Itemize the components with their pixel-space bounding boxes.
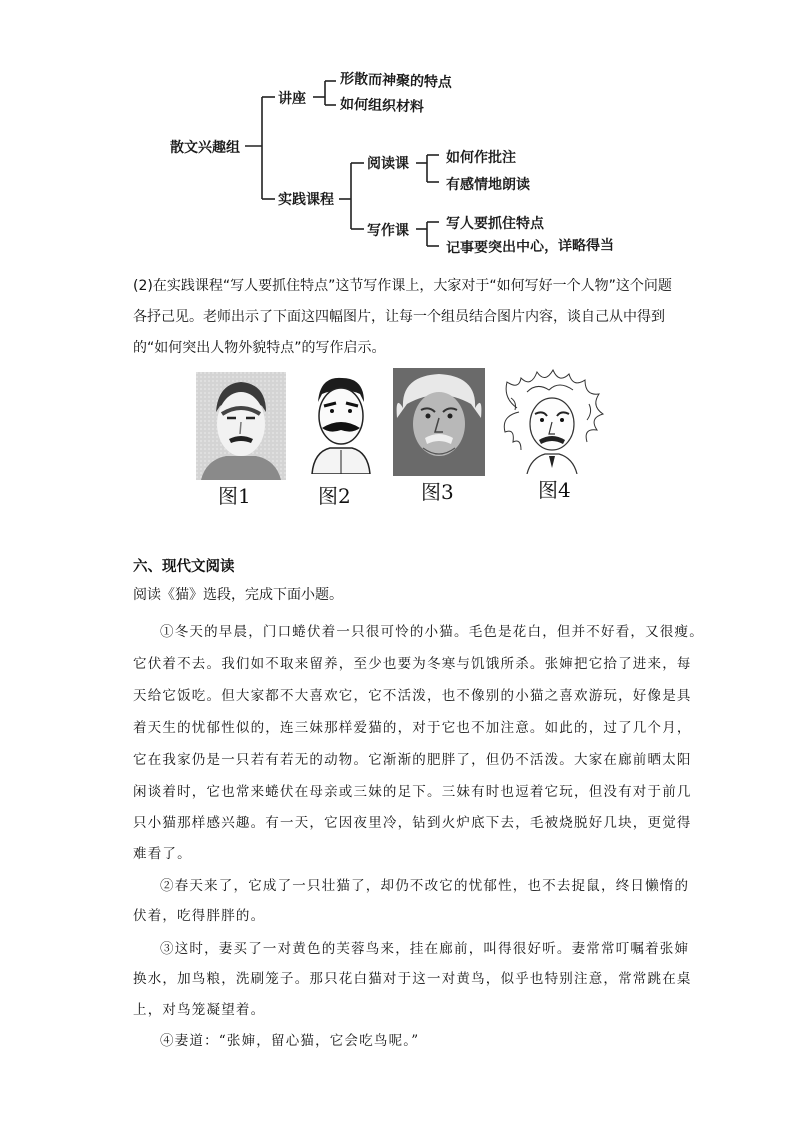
passage-p1-line-2: 它伏着不去。我们如不取来留养，至少也要为冬寒与饥饿所杀。张婶把它拾了进来，每: [133, 656, 692, 672]
tree-lecture-item-2: 如何组织材料: [339, 96, 425, 116]
passage-p1-line-6: 闲谈着时，它也常来蜷伏在母亲或三妹的足下。三妹有时也逗着它玩，但没有对于前几: [133, 784, 692, 800]
figure-3-portrait-image: [393, 368, 485, 476]
tree-writing-item-2: 记事要突出中心，详略得当: [445, 237, 615, 257]
tree-lecture-item-1: 形散而神聚的特点: [339, 71, 453, 91]
tree-branch-practice: 实践课程: [278, 192, 334, 208]
passage-p2-line-1: ②春天来了，它成了一只壮猫了，却仍不改它的忧郁性，也不去捉鼠，终日懒惰的: [160, 878, 690, 894]
passage-p4-line-1: ④妻道：“张婶，留心猫，它会吃鸟呢。”: [160, 1033, 420, 1049]
passage-p1-line-4: 着天生的忧郁性似的，连三妹那样爱猫的，对于它也不加注意。如此的，过了几个月，: [133, 720, 692, 736]
tree-sub-reading: 阅读课: [367, 156, 409, 172]
question-line-2: 各抒己见。老师出示了下面这四幅图片，让每一个组员结合图片内容，谈自己从中得到: [133, 309, 665, 325]
question-line-1: (2)在实践课程“写人要抓住特点”这节写作课上，大家对于“如何写好一个人物”这个问题: [133, 278, 672, 294]
passage-p3-line-2: 换水，加鸟粮，洗刷笼子。那只花白猫对于这一对黄鸟，似乎也特别注意，常常跳在桌: [133, 971, 692, 987]
section-heading: 六、现代文阅读: [133, 559, 235, 575]
section-intro: 阅读《猫》选段，完成下面小题。: [133, 587, 343, 603]
figure-1-caption: 图1: [218, 484, 251, 508]
figure-3-caption: 图3: [421, 480, 454, 504]
figure-1-portrait-image: [196, 372, 286, 480]
passage-p1-line-8: 难看了。: [133, 846, 192, 862]
passage-p1-line-1: ①冬天的早晨，门口蜷伏着一只很可怜的小猫。毛色是花白，但并不好看，又很瘦。: [160, 624, 704, 640]
passage-p3-line-3: 上，对鸟笼凝望着。: [133, 1002, 266, 1018]
figure-4-caption: 图4: [538, 478, 571, 502]
tree-reading-item-1: 如何作批注: [446, 150, 516, 166]
tree-root: 散文兴趣组: [170, 140, 240, 156]
question-line-3: 的“如何突出人物外貌特点”的写作启示。: [133, 340, 386, 356]
passage-p3-line-1: ③这时，妻买了一对黄色的芙蓉鸟来，挂在廊前，叫得很好听。妻常常叮嘱着张婶: [160, 941, 690, 957]
tree-sub-writing: 写作课: [367, 223, 409, 239]
passage-p1-line-7: 只小猫那样感兴趣。有一天，它因夜里冷，钻到火炉底下去，毛被烧脱好几块，更觉得: [133, 815, 692, 831]
tree-writing-item-1: 写人要抓住特点: [446, 216, 544, 232]
figure-4-caricature-image: [497, 368, 607, 474]
passage-p2-line-2: 伏着，吃得胖胖的。: [133, 908, 266, 924]
figure-2-caption: 图2: [318, 484, 351, 508]
tree-reading-item-2: 有感情地朗读: [446, 177, 530, 193]
figure-2-caricature-image: [302, 372, 378, 474]
tree-branch-lecture: 讲座: [278, 91, 306, 107]
passage-p1-line-3: 天给它饭吃。但大家都不大喜欢它，它不活泼，也不像别的小猫之喜欢游玩，好像是具: [133, 688, 692, 704]
passage-p1-line-5: 它在我家仍是一只若有若无的动物。它渐渐的肥胖了，但仍不活泼。大家在廊前晒太阳: [133, 752, 692, 768]
